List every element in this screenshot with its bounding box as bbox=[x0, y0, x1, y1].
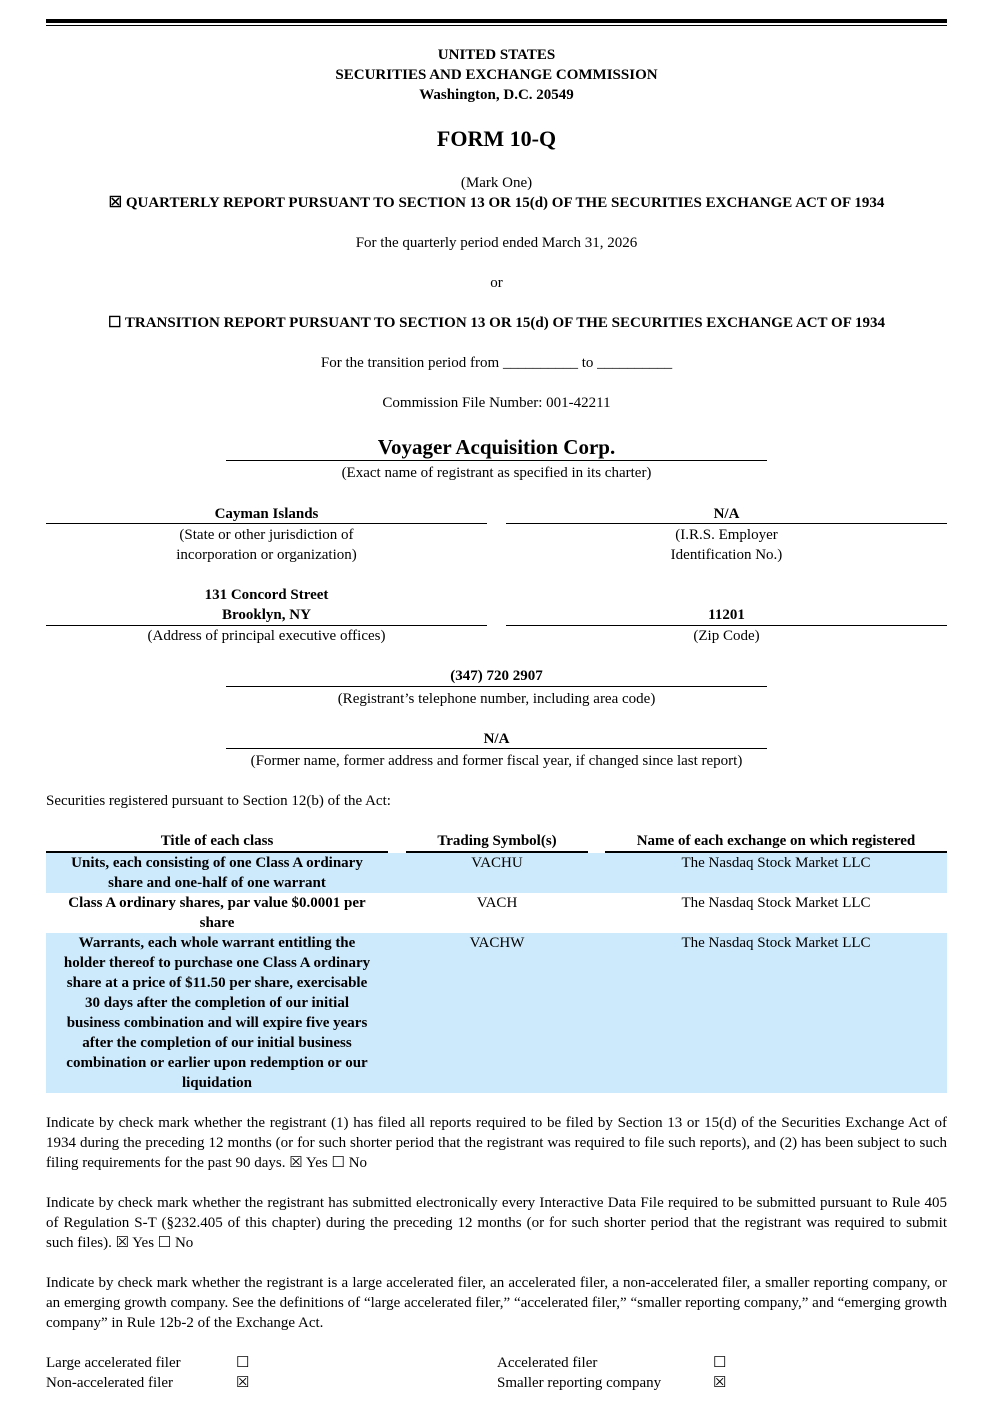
address-caption: (Address of principal executive offices) bbox=[147, 628, 386, 644]
irs-caption-1: (I.R.S. Employer bbox=[675, 527, 778, 543]
irs-number: N/A bbox=[713, 506, 740, 522]
table-row-3-symbol: VACHW bbox=[469, 935, 525, 951]
large-accelerated-filer-checkbox[interactable]: ☐ bbox=[236, 1355, 250, 1371]
former-name: N/A bbox=[483, 731, 510, 747]
registrant-name-rule bbox=[226, 460, 767, 461]
table-row-3-exchange: The Nasdaq Stock Market LLC bbox=[681, 935, 871, 951]
zip-code: 11201 bbox=[708, 607, 745, 623]
registrant-name: Voyager Acquisition Corp. bbox=[377, 435, 616, 459]
address-line-2: Brooklyn, NY bbox=[222, 607, 311, 623]
form-title: FORM 10-Q bbox=[436, 126, 557, 151]
title-line: after the completion of our initial business bbox=[82, 1035, 352, 1051]
table-row-1-symbol: VACHU bbox=[471, 855, 523, 871]
smaller-reporting-company-checkbox[interactable]: ☒ bbox=[713, 1375, 727, 1391]
reporting-requirement-paragraph: Indicate by check mark whether the registrant (1) has filed all reports required to be filed by Section 13 or 15(d) of the Securities Exchange Act of 1934 during the preceding 12 months (or for such shorter period that the registrant was required to file such reports), and (2) has been subject to such filing requirements for the past 90 days. ☒ Yes ☐ No bbox=[46, 1115, 947, 1171]
title-line: Units, each consisting of one Class A ordinary bbox=[71, 855, 363, 871]
phone-rule bbox=[226, 686, 767, 687]
top-double-rule bbox=[46, 19, 947, 23]
table-row-1-title bbox=[46, 853, 388, 893]
phone-caption: (Registrant’s telephone number, including area code) bbox=[337, 691, 656, 707]
table-row-2-symbol: VACH bbox=[476, 895, 518, 911]
title-line: liquidation bbox=[181, 1075, 253, 1091]
top-rule-thin bbox=[46, 25, 947, 26]
title-line: share bbox=[199, 915, 235, 931]
header-line-3: Washington, D.C. 20549 bbox=[419, 87, 574, 103]
title-line: share at a price of $11.50 per share, exercisable bbox=[66, 975, 368, 991]
or-text: or bbox=[490, 275, 503, 291]
phone-number: (347) 720 2907 bbox=[450, 668, 543, 684]
quarterly-report-line: ☒ QUARTERLY REPORT PURSUANT TO SECTION 13 OR 15(d) OF THE SECURITIES EXCHANGE ACT OF 1934 bbox=[108, 195, 885, 211]
accelerated-filer-checkbox[interactable]: ☐ bbox=[713, 1355, 727, 1371]
non-accelerated-filer-label: Non-accelerated filer bbox=[46, 1375, 173, 1391]
state-of-incorporation: Cayman Islands bbox=[214, 506, 319, 522]
zip-caption: (Zip Code) bbox=[693, 628, 760, 644]
header-line-1: UNITED STATES bbox=[437, 47, 556, 63]
title-line: Warrants, each whole warrant entitling the bbox=[78, 935, 356, 951]
title-line: share and one-half of one warrant bbox=[108, 875, 326, 891]
table-row-2-exchange: The Nasdaq Stock Market LLC bbox=[681, 895, 871, 911]
quarterly-period: For the quarterly period ended March 31, 2026 bbox=[355, 235, 638, 251]
state-caption-1: (State or other jurisdiction of bbox=[179, 527, 354, 543]
non-accelerated-filer-checkbox[interactable]: ☒ bbox=[236, 1375, 250, 1391]
registrant-name-caption: (Exact name of registrant as specified in its charter) bbox=[341, 465, 652, 481]
transition-period: For the transition period from __________ to __________ bbox=[320, 355, 673, 371]
irs-rule bbox=[506, 523, 947, 524]
table-row-3-title bbox=[46, 933, 388, 1093]
title-line: combination or earlier upon redemption or our bbox=[66, 1055, 368, 1071]
table-row-2-title bbox=[46, 893, 388, 933]
commission-file-number: Commission File Number: 001-42211 bbox=[382, 395, 611, 411]
accelerated-filer-label: Accelerated filer bbox=[497, 1355, 598, 1371]
state-caption-2: incorporation or organization) bbox=[176, 547, 357, 563]
filer-status-paragraph: Indicate by check mark whether the registrant is a large accelerated filer, an accelerated filer, a non-accelerated filer, a smaller reporting company, or an emerging growth company. See the definitions of “large accelerated filer,” “accelerated filer,” “smaller reporting company,” and “emerging growth company” in Rule 12b-2 of the Exchange Act. bbox=[46, 1275, 947, 1331]
securities-heading: Securities registered pursuant to Section 12(b) of the Act: bbox=[46, 793, 391, 809]
title-line: Class A ordinary shares, par value $0.0001 per bbox=[68, 895, 366, 911]
state-rule bbox=[46, 523, 487, 524]
mark-one: (Mark One) bbox=[460, 175, 533, 191]
title-line: holder thereof to purchase one Class A ordinary bbox=[63, 955, 371, 971]
former-rule bbox=[226, 748, 767, 749]
irs-caption-2: Identification No.) bbox=[670, 547, 783, 563]
smaller-reporting-company-label: Smaller reporting company bbox=[497, 1375, 662, 1391]
table-row-1-exchange: The Nasdaq Stock Market LLC bbox=[681, 855, 871, 871]
former-caption: (Former name, former address and former fiscal year, if changed since last report) bbox=[250, 753, 743, 769]
title-line: 30 days after the completion of our initial bbox=[84, 995, 350, 1011]
col-header-exchange: Name of each exchange on which registered bbox=[636, 833, 916, 849]
header-line-2: SECURITIES AND EXCHANGE COMMISSION bbox=[335, 67, 658, 83]
address-line-1: 131 Concord Street bbox=[204, 587, 329, 603]
large-accelerated-filer-label: Large accelerated filer bbox=[46, 1355, 181, 1371]
transition-report-line: ☐ TRANSITION REPORT PURSUANT TO SECTION 13 OR 15(d) OF THE SECURITIES EXCHANGE ACT OF 1934 bbox=[107, 315, 886, 331]
title-line: business combination and will expire five years bbox=[66, 1015, 368, 1031]
interactive-data-paragraph: Indicate by check mark whether the registrant has submitted electronically every Interactive Data File required to be submitted pursuant to Rule 405 of Regulation S-T (§232.405 of this chapter) during the preceding 12 months (or for such shorter period that the registrant was required to submit such files). ☒ Yes ☐ No bbox=[46, 1195, 947, 1251]
col-header-symbol: Trading Symbol(s) bbox=[437, 833, 557, 849]
col-header-title: Title of each class bbox=[160, 833, 274, 849]
